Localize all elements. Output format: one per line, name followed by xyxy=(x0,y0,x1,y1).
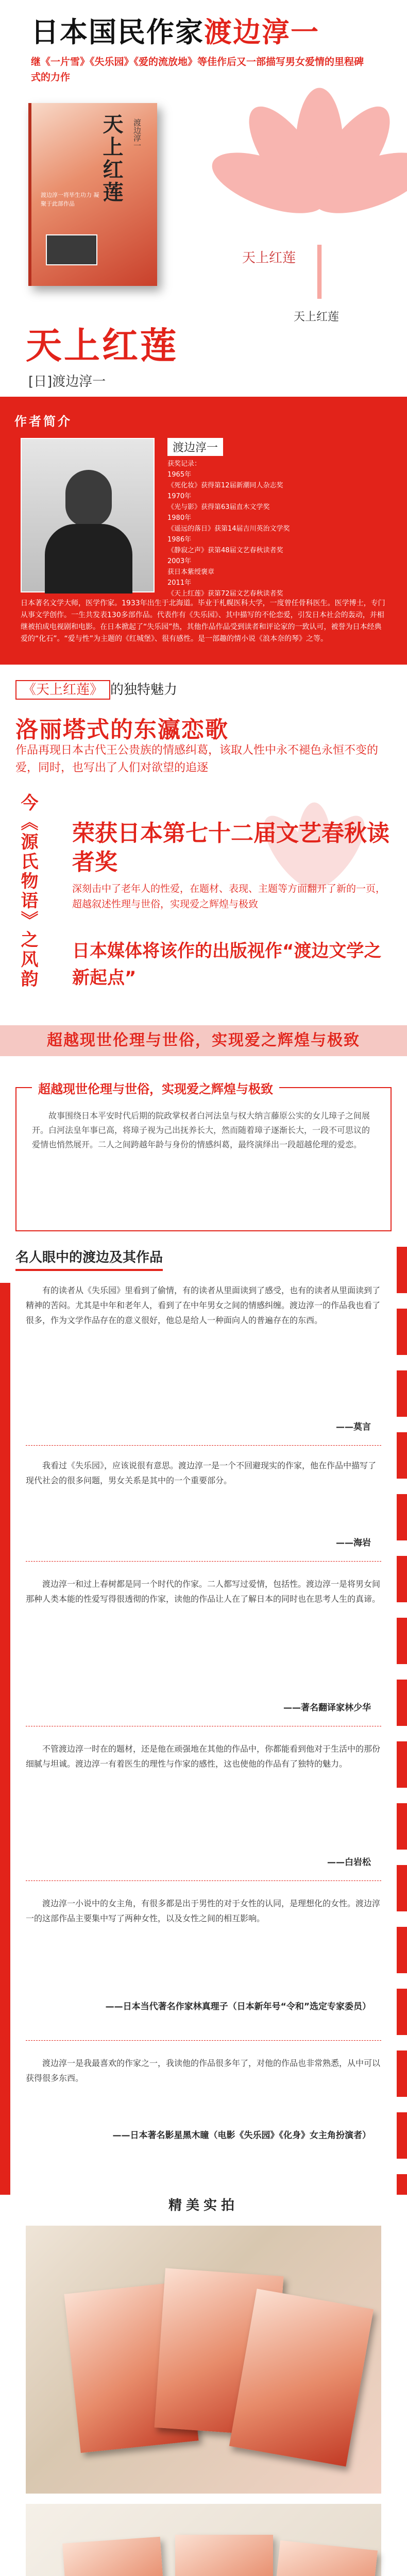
gallery-book-image xyxy=(175,2535,273,2576)
review-text: 渡边淳一小说中的女主角，有很多都是出于男性的对于女性的认同，是理想化的女性。渡边淳一的这部作品主要集中写了两种女性，以及女性之间的相互影响。 xyxy=(26,1899,381,1923)
charm-heading-book: 《天上红莲》 xyxy=(15,680,110,700)
review-divider xyxy=(26,1880,381,1881)
synopsis-body: 故事围绕日本平安时代后期的院政掌权者白河法皇与权大纳言藤原公实的女儿璋子之间展开。白河法皇年事已高，将璋子视为己出抚养长大，然而随着璋子逐渐长大，一段不可思议的爱情也悄然展开。二人之间跨越年龄与身份的情感纠葛，最终演绎出一段超越伦理的爱恋。 xyxy=(32,1111,370,1149)
review-signature: ——日本著名影星黑木瞳（电影《失乐园》《化身》女主角扮演者） xyxy=(112,2130,371,2141)
review-text: 有的读者从《失乐园》里看到了偷情，有的读者从里面读到了感受，也有的读者从里面读到了精神的苦闷。尤其是中年和老年人，看到了在中年男女之间的情感纠缠。渡边淳一的作品我也看了很多，作为文学作品存在的意义很好，他总是给人一种面向人的普遍存在的东西。 xyxy=(26,1285,381,1325)
gallery-photo-1 xyxy=(26,2226,381,2494)
review-text: 渡边淳一和过上春树都是同一个时代的作家。二人都写过爱情，包括性。渡边淳一是将男女间那种人类本能的性爱写得很透彻的作家，读他的作品让人在了解日本的同时也在思考人生的真谛。 xyxy=(26,1579,381,1604)
review-divider xyxy=(26,1561,381,1562)
author-name: 渡边淳一 xyxy=(167,438,223,456)
hero-title-prefix: 日本国民作家 xyxy=(31,15,204,48)
book-cover-author: 渡边淳一 xyxy=(132,118,142,149)
author-awards: 获奖记录： 1965年 《死化妆》获得第12届新潮同人杂志奖 1970年 《光与影》获得第63届直木文学奖 1980年 《遥远的落日》获第14届吉川英治文学奖 1986年 《静寂之声》获第48届文艺春秋读者奖 2003年 获日本紫绶褒章 2011年 《天上红莲》获第72届文艺春秋读者奖 xyxy=(167,460,290,598)
gallery-photo-2 xyxy=(26,2504,381,2576)
book-author: [日]渡边淳一 xyxy=(28,374,106,389)
synopsis-title: 超越现世伦理与世俗，实现爱之辉煌与极致 xyxy=(32,1078,279,1098)
lotus-label: 天上红莲 xyxy=(294,311,340,324)
review-text: 不管渡边淳一时在的题材，还是他在顽强地在其他的作品中，你都能看到他对于生活中的那份细腻与坦诚。渡边淳一有着医生的理性与作家的感性，这也使他的作品有了独特的魅力。 xyxy=(26,1744,381,1769)
book-cover-image xyxy=(28,103,157,286)
charm-banner xyxy=(0,1025,407,1056)
hero-small-label: 天上红莲 xyxy=(242,250,296,266)
charm-headline-2: 荣获日本第七十二届文艺春秋读者奖 xyxy=(72,820,389,875)
charm-vertical-text: 今《源氏物语》之风韵 xyxy=(18,793,38,989)
synopsis-section xyxy=(0,1077,407,1247)
book-charm-section xyxy=(0,665,407,1077)
charm-heading xyxy=(15,679,177,698)
book-cover-author-photo xyxy=(46,234,97,265)
gallery-book-image xyxy=(62,2537,169,2576)
review-divider xyxy=(26,2040,381,2041)
review-signature: ——海岩 xyxy=(336,1538,371,1548)
author-photo-body xyxy=(45,524,132,594)
reviews-heading: 名人眼中的渡边及其作品 xyxy=(15,1247,163,1271)
charm-headline-1: 洛丽塔式的东瀛恋歌 xyxy=(15,717,229,743)
review-text: 我看过《失乐园》，应该说很有意思。渡边淳一是一个不回避现实的作家，他在作品中描写了现代社会的很多问题，男女关系是其中的一个重要部分。 xyxy=(26,1461,377,1485)
charm-banner-text: 超越现世伦理与世俗，实现爱之辉煌与极致 xyxy=(47,1031,360,1049)
charm-headline-3: 日本媒体将该作的出版视作“渡边文学之新起点” xyxy=(72,941,382,988)
author-intro-section xyxy=(0,397,407,665)
hero-subtitle: 继《一片雪》《失乐园》《爱的流放地》等佳作后又一部描写男女爱情的里程碑式的力作 xyxy=(31,56,364,83)
author-bio: 日本著名文学大师，医学作家。1933年出生于北海道。毕业于札幌医科大学，一度曾任骨科医生。医学博士，专门从事文学创作。一生共发表130多部作品。代表作有《失乐园》、其中描写的不伦恋爱，引发日本社会的轰动，并相继被拍成电视剧和电影。在日本掀起了“失乐园”热，其他作品作品受到读者和评论家的一致认可，被誉为日本经典爱的“化石”。“爱与性”为主题的《红城堡》、很有感性。是一部趣的情小说《浪本奈的琴》之等。 xyxy=(21,599,385,643)
lotus-icon xyxy=(211,82,407,299)
synopsis-box xyxy=(15,1082,392,1231)
review-signature: ——莫言 xyxy=(336,1422,371,1432)
hero-title xyxy=(31,10,319,50)
charm-paragraph-1: 作品再现日本古代王公贵族的情感纠葛，该取人性中永不褪色永恒不变的爱，同时，也写出了人们对欲望的追逐 xyxy=(15,744,379,774)
book-cover-blurb: 渡边淳一将毕生功力 凝聚于此部作品 xyxy=(41,192,99,207)
gallery-book-image xyxy=(266,2540,378,2576)
review-divider xyxy=(26,1445,381,1446)
review-signature: ——白岩松 xyxy=(327,1857,371,1868)
charm-heading-suffix: 的独特魅力 xyxy=(110,682,178,698)
hero-title-author: 渡边淳一 xyxy=(204,15,319,48)
charm-paragraph-2: 深刻击中了老年人的性爱，在题材、表现、主题等方面翻开了新的一页，超越叙述性理与世俗，实现爱之辉煌与极致 xyxy=(72,883,386,910)
author-photo-head xyxy=(65,470,112,527)
book-cover-title: 天上红莲 xyxy=(99,113,124,204)
author-photo xyxy=(21,438,155,592)
gallery-title: 精美实拍 xyxy=(168,2198,239,2213)
review-text: 渡边淳一是我最喜欢的作家之一，我读他的作品很多年了，对他的作品也非常熟悉，从中可以获得很多东西。 xyxy=(26,2058,381,2083)
review-signature: ——日本当代著名作家林真理子（日本新年号“令和”选定专家委员） xyxy=(105,2002,371,2012)
review-signature: ——著名翻译家林少华 xyxy=(283,1703,371,1713)
author-intro-heading: 作者简介 xyxy=(14,414,72,429)
gallery-section xyxy=(0,2195,407,2576)
book-title: 天上红莲 xyxy=(26,324,178,367)
